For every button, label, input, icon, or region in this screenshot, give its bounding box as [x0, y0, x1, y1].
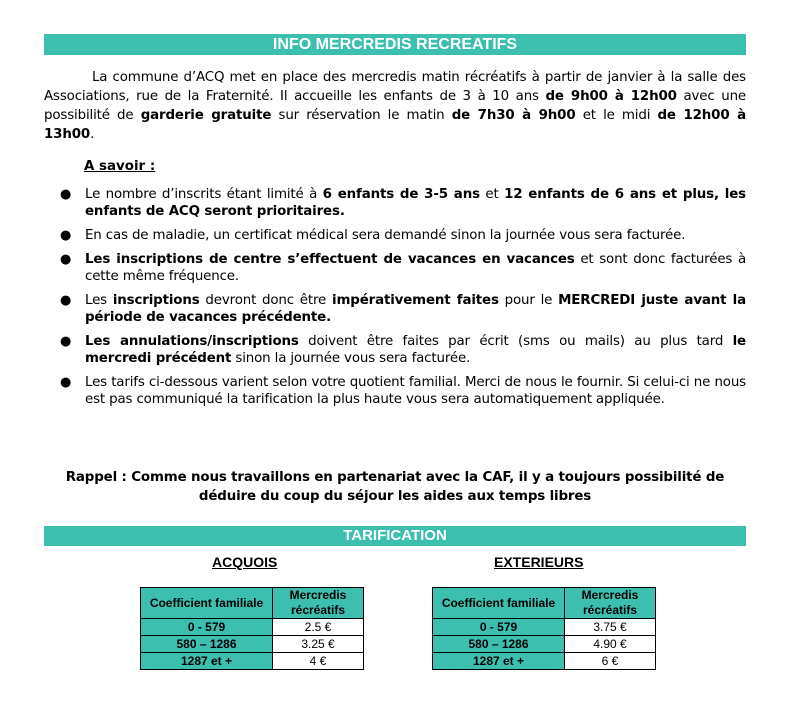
bullet-text: pour le: [498, 293, 559, 308]
intro-text-5: .: [90, 127, 95, 142]
bullet-text: Le nombre d’inscrits étant limité à: [85, 187, 323, 202]
intro-text-2: avec une possibilité de: [44, 89, 746, 123]
bullet-strong: le mercredi précédent: [85, 334, 746, 366]
coef-cell: 580 – 1286: [433, 636, 565, 653]
bullet-text: doivent être faites par écrit (sms ou mails) au plus tard: [298, 334, 733, 349]
info-banner-title: INFO MERCREDIS RECREATIFS: [44, 34, 746, 55]
bullet-icon: ●: [60, 334, 72, 349]
col-header-coefficient: Coefficient familiale: [433, 588, 565, 619]
intro-morning-hours: de 7h30 à 9h00: [451, 108, 576, 123]
price-cell: 6 €: [565, 653, 656, 670]
coef-cell: 0 - 579: [141, 619, 273, 636]
bullet-strong: 6 enfants de 3-5 ans: [322, 187, 480, 202]
bullet-item-registration-period: [44, 251, 746, 285]
bullet-icon: ●: [60, 228, 72, 243]
bullet-strong: Les inscriptions de centre s’effectuent de vacances en vacances: [85, 252, 575, 267]
price-cell: 4.90 €: [565, 636, 656, 653]
bullet-icon: ●: [60, 187, 72, 202]
intro-noon-hours: de 12h00 à 13h00: [44, 108, 746, 142]
bullet-strong: inscriptions: [112, 293, 200, 308]
table-header-row: [433, 588, 656, 619]
col-header-coefficient: Coefficient familiale: [141, 588, 273, 619]
price-cell: 2.5 €: [273, 619, 364, 636]
bullet-strong: MERCREDI juste avant la période de vacances précédente.: [85, 293, 746, 325]
price-cell: 3.75 €: [565, 619, 656, 636]
acquois-title: ACQUOIS: [212, 554, 278, 570]
rappel-caf-note: Rappel : Comme nous travaillons en partenariat avec la CAF, il y a toujours possibilité de déduire du coup du séjour les aides aux temps libres: [65, 470, 725, 504]
price-cell: 4 €: [273, 653, 364, 670]
col-header-mercredis: Mercredis récréatifs: [565, 588, 656, 619]
coef-cell: 580 – 1286: [141, 636, 273, 653]
intro-hours: de 9h00 à 12h00: [545, 89, 677, 104]
bullet-text: et sont donc facturées à cette même fréquence.: [85, 252, 746, 284]
bullet-item-illness: [44, 227, 746, 244]
table-row: [433, 636, 656, 653]
price-cell: 3.25 €: [273, 636, 364, 653]
bullet-item-capacity: [44, 186, 746, 220]
col-header-mercredis: Mercredis récréatifs: [273, 588, 364, 619]
bullet-item-tariffs: [44, 374, 746, 408]
intro-text-3: sur réservation le matin: [271, 108, 452, 123]
bullet-icon: ●: [60, 252, 72, 267]
bullet-text: Les: [85, 293, 113, 308]
table-row: [141, 619, 364, 636]
coef-cell: 1287 et +: [433, 653, 565, 670]
bullet-icon: ●: [60, 293, 72, 308]
table-row: [433, 653, 656, 670]
info-bullet-list: [44, 186, 746, 415]
table-header-row: [141, 588, 364, 619]
bullet-strong: 12 enfants de 6 ans et plus, les enfants de ACQ seront prioritaires.: [85, 187, 746, 219]
bullet-item-cancellations: [44, 333, 746, 367]
bullet-text: En cas de maladie, un certificat médical sera demandé sinon la journée vous sera facturée.: [85, 228, 686, 243]
bullet-strong: Les annulations/inscriptions: [85, 334, 299, 349]
bullet-text: devront donc être: [199, 293, 333, 308]
intro-text-4: et le midi: [575, 108, 658, 123]
table-row: [433, 619, 656, 636]
bullet-text: sinon la journée vous sera facturée.: [231, 351, 471, 366]
table-row: [141, 636, 364, 653]
table-row: [141, 653, 364, 670]
bullet-text: et: [479, 187, 505, 202]
intro-text-1: La commune d’ACQ met en place des mercredis matin récréatifs à partir de janvier à la salle des Associations, rue de la Fraternité. Il accueille les enfants de 3 à 10 ans: [44, 70, 746, 104]
bullet-strong: impérativement faites: [332, 293, 499, 308]
coef-cell: 0 - 579: [433, 619, 565, 636]
exterieurs-title: EXTERIEURS: [494, 554, 584, 570]
acquois-tariff-table: [140, 587, 364, 670]
bullet-text: Les tarifs ci-dessous varient selon votre quotient familial. Merci de nous le fournir. Si celui-ci ne nous est pas communiqué la tarification la plus haute vous sera automatiquement appliquée.: [85, 375, 746, 407]
coef-cell: 1287 et +: [141, 653, 273, 670]
a-savoir-heading: A savoir :: [84, 159, 156, 174]
bullet-icon: ●: [60, 375, 72, 390]
intro-paragraph: [44, 68, 746, 144]
exterieurs-tariff-table: [432, 587, 656, 670]
bullet-item-registration-deadline: [44, 292, 746, 326]
tarification-banner: TARIFICATION: [44, 526, 746, 546]
intro-free-daycare: garderie gratuite: [140, 108, 272, 123]
